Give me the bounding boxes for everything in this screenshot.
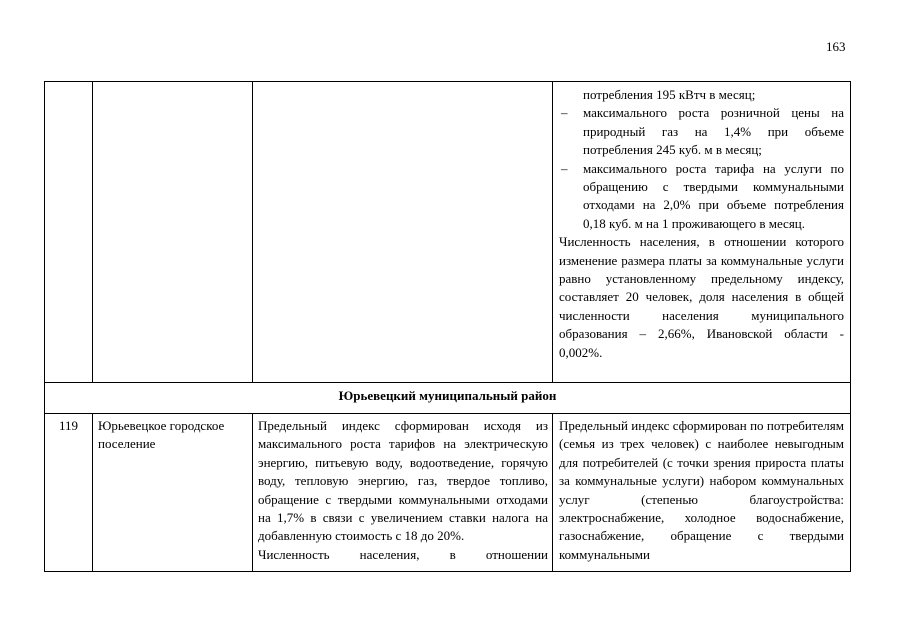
section-title: Юрьевецкий муниципальный район: [45, 383, 851, 414]
cell-number-empty: [45, 82, 93, 383]
cell-calculation: [553, 414, 851, 572]
cell-description: [253, 414, 553, 572]
population-text: Численность населения, в отношении которого изменение размера платы за коммунальные услуги равно установленному предельному индексу, составляет 20 человек, доля населения в общей численности населения муниципального образования – 2,66%, Ивановской области - 0,002%.: [559, 234, 844, 360]
table-row-119: [45, 414, 851, 572]
list-item: [559, 160, 844, 234]
dash-marker: –: [561, 105, 568, 121]
municipality-name: Юрьевецкое городское поселение: [93, 414, 253, 572]
description-text: Предельный индекс сформирован исходя из максимального роста тарифов на электрическую энергию, питьевую воду, водоотведение, горячую воду, тепловую энергию, газ, твердое топливо, обращение с твердыми коммунальными отходами на 1,7% в связи с увеличением ставки налога на добавленную стоимость с 18 до 20%.: [258, 418, 548, 544]
list-item-text: максимального роста розничной цены на природный газ на 1,4% при объеме потребления 245 куб. м в месяц;: [583, 105, 844, 158]
page-number: 163: [826, 39, 846, 54]
cell-description-empty: [253, 82, 553, 383]
cell-calculation-continued: [553, 82, 851, 383]
calculation-text: Предельный индекс сформирован по потребителям (семья из трех человек) с наиболее невыгодным для потребителей (с точки зрения прироста платы за коммунальные услуги) набором коммунальных услуг (степенью благоустройства: электроснабжение, холодное водоснабжение, газоснабжение, обращение с твердыми коммунальными: [559, 418, 844, 562]
row-number: 119: [45, 414, 93, 572]
table-row-continuation: [45, 82, 851, 383]
population-text-partial: Численность населения, в отношении: [258, 546, 548, 562]
list-item: [559, 104, 844, 159]
index-table: [44, 81, 851, 572]
list-item-text: максимального роста тарифа на услуги по обращению с твердыми коммунальными отходами на 2,0% при объеме потребления 0,18 куб. м на 1 проживающего в месяц.: [583, 160, 844, 231]
cell-name-empty: [93, 82, 253, 383]
lead-line: потребления 195 кВтч в месяц;: [583, 87, 756, 102]
dash-marker: –: [561, 160, 568, 176]
section-row: [45, 383, 851, 414]
